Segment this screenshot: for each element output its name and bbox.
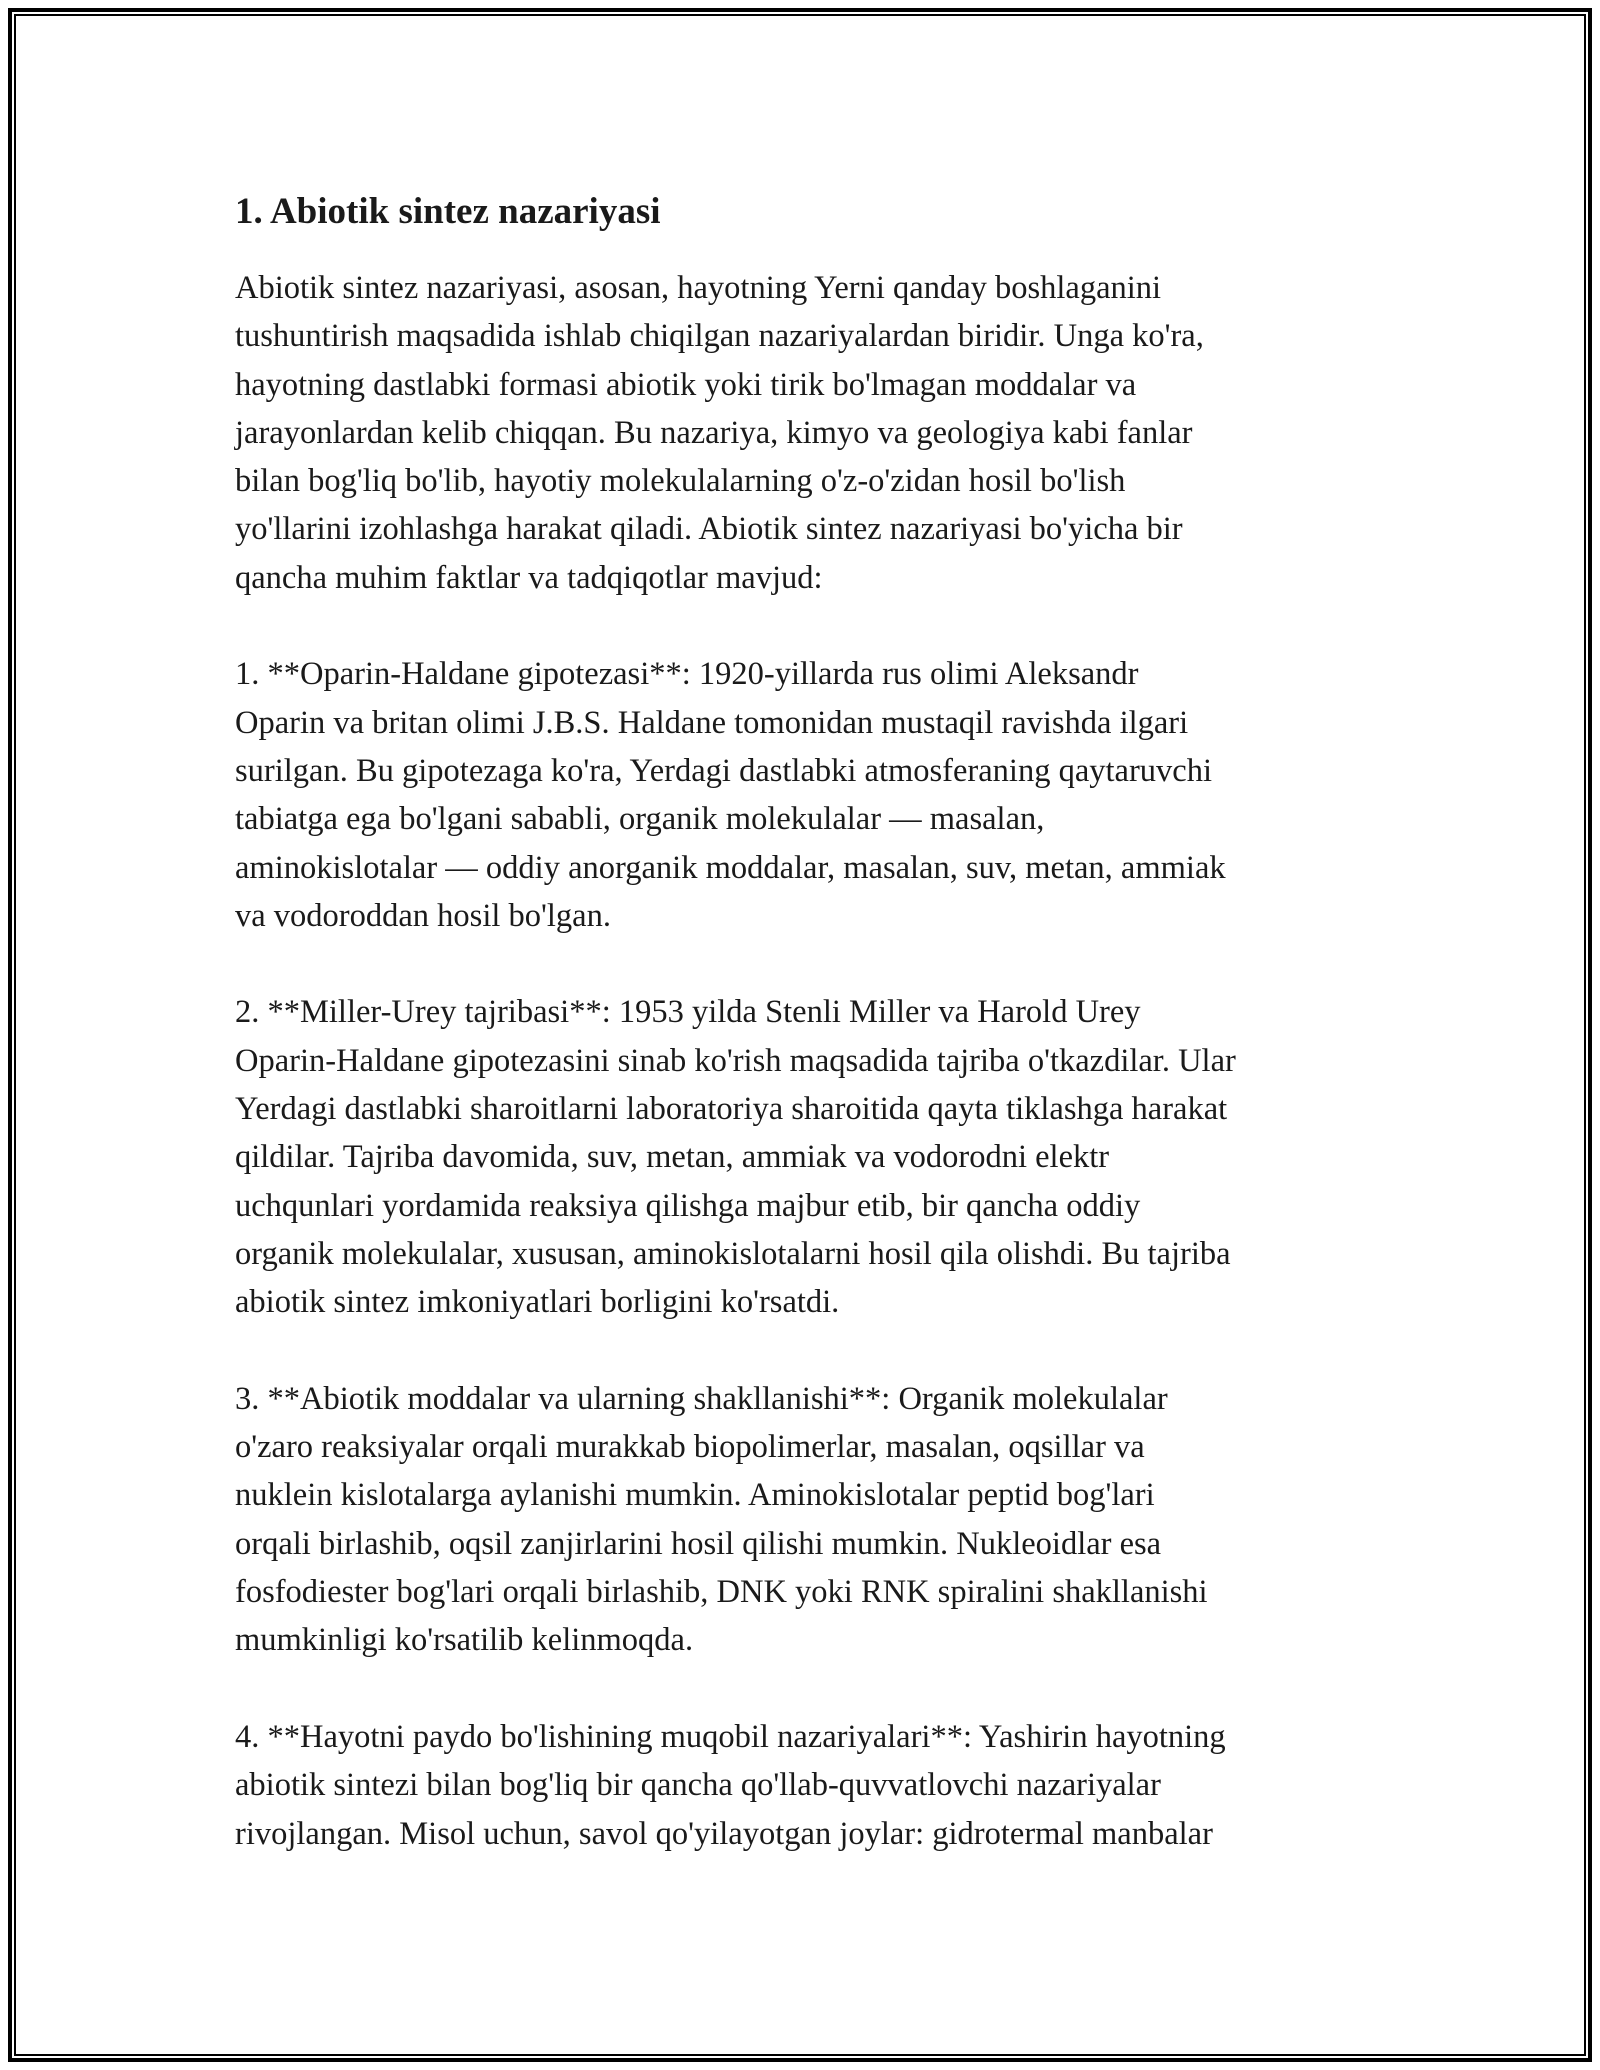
text-line: Abiotik sintez nazariyasi, asosan, hayotning Yerni qanday boshlaganini bbox=[235, 270, 1162, 306]
list-item-abiotic-substances bbox=[235, 1375, 1385, 1665]
text-line: bilan bog'liq bo'lib, hayotiy molekulalarning o'z-o'zidan hosil bo'lish bbox=[235, 463, 1126, 500]
text-line: rivojlangan. Misol uchun, savol qo'yilayotgan joylar: gidrotermal manbalar bbox=[235, 1815, 1213, 1852]
text-line: Yerdagi dastlabki sharoitlarni laboratoriya sharoitida qayta tiklashga harakat bbox=[235, 1091, 1228, 1128]
text-line: hayotning dastlabki formasi abiotik yoki tirik bo'lmagan moddalar va bbox=[235, 366, 1137, 403]
text-line: nuklein kislotalarga aylanishi mumkin. Aminokislotalar peptid bog'lari bbox=[235, 1477, 1155, 1514]
text-line: mumkinligi ko'rsatilib kelinmoqda. bbox=[235, 1622, 694, 1659]
list-item-miller-urey bbox=[235, 988, 1385, 1326]
text-line: Oparin va britan olimi J.B.S. Haldane tomonidan mustaqil ravishda ilgari bbox=[235, 704, 1189, 741]
text-line: tushuntirish maqsadida ishlab chiqilgan nazariyalardan biridir. Unga ko'ra, bbox=[235, 318, 1204, 355]
text-line: qancha muhim faktlar va tadqiqotlar mavjud: bbox=[235, 559, 823, 596]
text-line: abiotik sintezi bilan bog'liq bir qancha qo'llab-quvvatlovchi nazariyalar bbox=[235, 1767, 1161, 1804]
text-line: organik molekulalar, xususan, aminokislotalarni hosil qila olishdi. Bu tajriba bbox=[235, 1235, 1231, 1272]
text-line: va vodoroddan hosil bo'lgan. bbox=[235, 897, 611, 934]
text-line: Oparin-Haldane gipotezasini sinab ko'rish maqsadida tajriba o'tkazdilar. Ular bbox=[235, 1042, 1236, 1079]
text-line: fosfodiester bog'lari orqali birlashib, DNK yoki RNK spiralini shakllanishi bbox=[235, 1574, 1208, 1611]
text-line: jarayonlardan kelib chiqqan. Bu nazariya, kimyo va geologiya kabi fanlar bbox=[235, 414, 1193, 451]
text-line: orqali birlashib, oqsil zanjirlarini hosil qilishi mumkin. Nukleoidlar esa bbox=[235, 1525, 1162, 1562]
text-line: 3. **Abiotik moddalar va ularning shakllanishi**: Organik molekulalar bbox=[235, 1380, 1168, 1417]
text-line: qildilar. Tajriba davomida, suv, metan, ammiak va vodorodni elektr bbox=[235, 1139, 1110, 1176]
document-page bbox=[235, 188, 1385, 1858]
list-item-alternative-theories bbox=[235, 1713, 1385, 1858]
text-line: o'zaro reaksiyalar orqali murakkab biopolimerlar, masalan, oqsillar va bbox=[235, 1429, 1145, 1466]
text-line: surilgan. Bu gipotezaga ko'ra, Yerdagi dastlabki atmosferaning qaytaruvchi bbox=[235, 752, 1212, 789]
text-line: 4. **Hayotni paydo bo'lishining muqobil nazariyalari**: Yashirin hayotning bbox=[235, 1718, 1226, 1755]
text-line: yo'llarini izohlashga harakat qiladi. Abiotik sintez nazariyasi bo'yicha bir bbox=[235, 511, 1183, 548]
text-line: abiotik sintez imkoniyatlari borligini ko'rsatdi. bbox=[235, 1284, 840, 1321]
text-line: uchqunlari yordamida reaksiya qilishga majbur etib, bir qancha oddiy bbox=[235, 1187, 1141, 1224]
list-item-oparin-haldane bbox=[235, 650, 1385, 940]
text-line: 1. **Oparin-Haldane gipotezasi**: 1920-yillarda rus olimi Aleksandr bbox=[235, 656, 1139, 693]
intro-paragraph bbox=[235, 264, 1385, 602]
section-title: 1. Abiotik sintez nazariyasi bbox=[235, 191, 661, 232]
text-line: aminokislotalar — oddiy anorganik moddalar, masalan, suv, metan, ammiak bbox=[235, 849, 1226, 886]
text-line: 2. **Miller-Urey tajribasi**: 1953 yilda Stenli Miller va Harold Urey bbox=[235, 994, 1141, 1031]
text-line: tabiatga ega bo'lgani sababli, organik molekulalar — masalan, bbox=[235, 801, 1045, 838]
